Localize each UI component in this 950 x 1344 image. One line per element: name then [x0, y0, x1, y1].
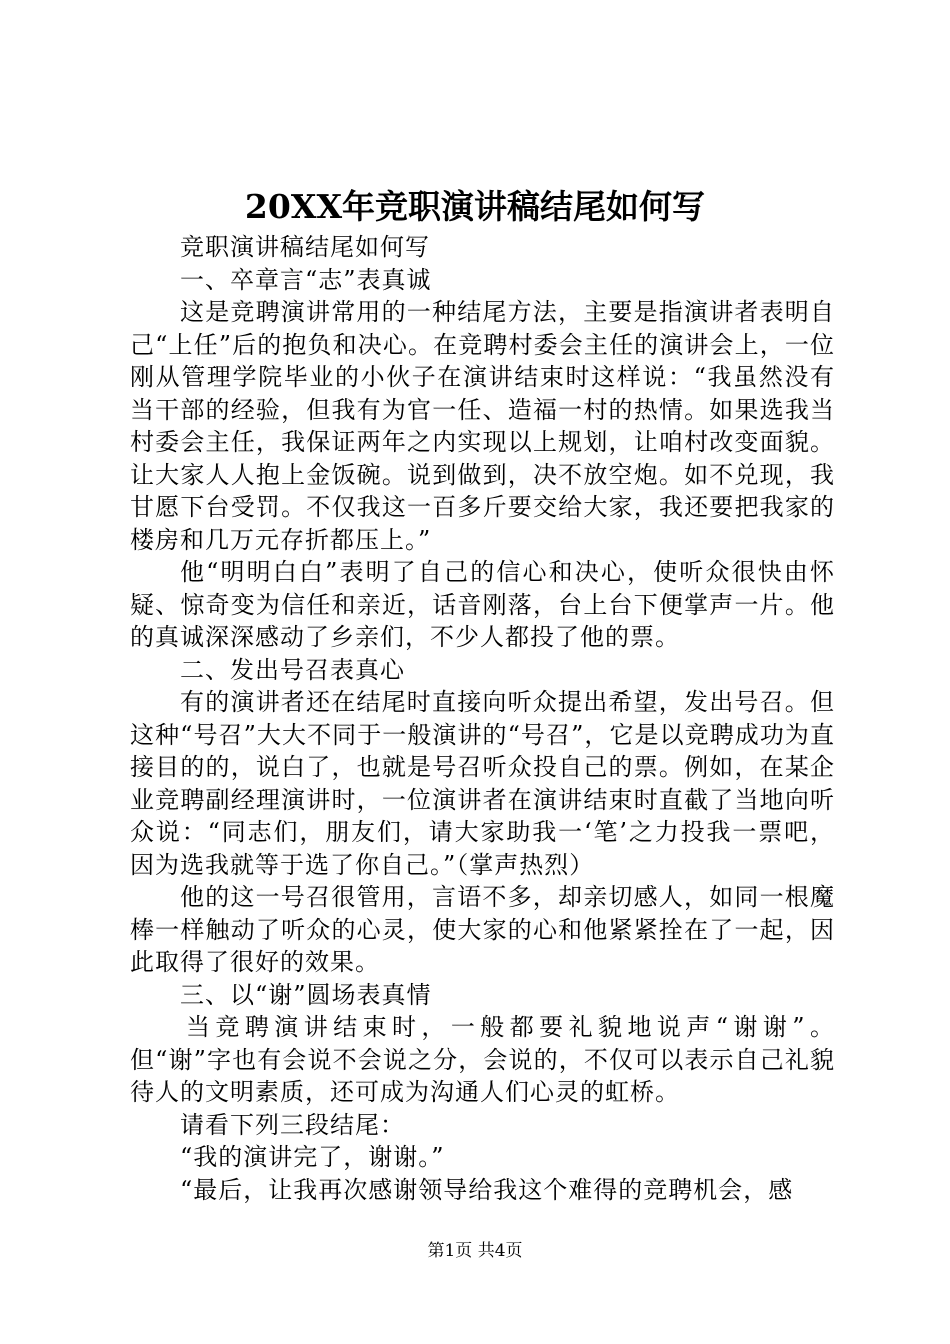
document-body	[130, 231, 835, 1206]
section-heading-3: 三、以“谢”圆场表真情	[180, 980, 432, 1009]
quote-paragraph: “我的演讲完了，谢谢。”	[180, 1143, 445, 1171]
section-heading-2: 二、发出号召表真心	[180, 655, 405, 684]
subtitle-paragraph: 竞职演讲稿结尾如何写	[180, 233, 430, 261]
body-paragraph: 有的演讲者还在结尾时直接向听众提出希望，发出号召。但这种“号召”大大不同于一般演讲的“号召”，它是以竞聘成功为直接目的的，说白了，也就是号召听众投自己的票。例如，在某企业竞聘副经理演讲时，一位演讲者在演讲结束时直截了当地向听众说：“同志们，朋友们，请大家助我一‘笔’之力投我一票吧，因为选我就等于选了你自己。”（掌声热烈）	[130, 688, 835, 879]
body-paragraph: 他“明明白白”表明了自己的信心和决心，使听众很快由怀疑、惊奇变为信任和亲近，话音刚落，台上台下便掌声一片。他的真诚深深感动了乡亲们，不少人都投了他的票。	[130, 558, 835, 651]
body-paragraph: 请看下列三段结尾：	[180, 1110, 405, 1139]
document-title: 20XX年竞职演讲稿结尾如何写	[244, 187, 706, 226]
body-paragraph: 这是竞聘演讲常用的一种结尾方法，主要是指演讲者表明自己“上任”后的抱负和决心。在竞聘村委会主任的演讲会上，一位刚从管理学院毕业的小伙子在演讲结束时这样说：“我虽然没有当干部的经验，但我有为官一任、造福一村的热情。如果选我当村委会主任，我保证两年之内实现以上规划，让咱村改变面貌。让大家人人抱上金饭碗。说到做到，决不放空炮。如不兑现，我甘愿下台受罚。不仅我这一百多斤要交给大家，我还要把我家的楼房和几万元存折都压上。”	[130, 298, 835, 554]
body-paragraph: 他的这一号召很管用，言语不多，却亲切感人，如同一根魔棒一样触动了听众的心灵，使大家的心和他紧紧拴在了一起，因此取得了很好的效果。	[130, 883, 835, 976]
body-paragraph: 当竞聘演讲结束时，一般都要礼貌地说声“谢谢”。但“谢”字也有会说不会说之分，会说的，不仅可以表示自己礼貌待人的文明素质，还可成为沟通人们心灵的虹桥。	[130, 1013, 835, 1106]
page-footer: 第1页 共4页	[427, 1241, 523, 1261]
section-heading-1: 一、卒章言“志”表真诚	[180, 265, 432, 294]
quote-paragraph: “最后，让我再次感谢领导给我这个难得的竞聘机会，感	[180, 1175, 794, 1204]
